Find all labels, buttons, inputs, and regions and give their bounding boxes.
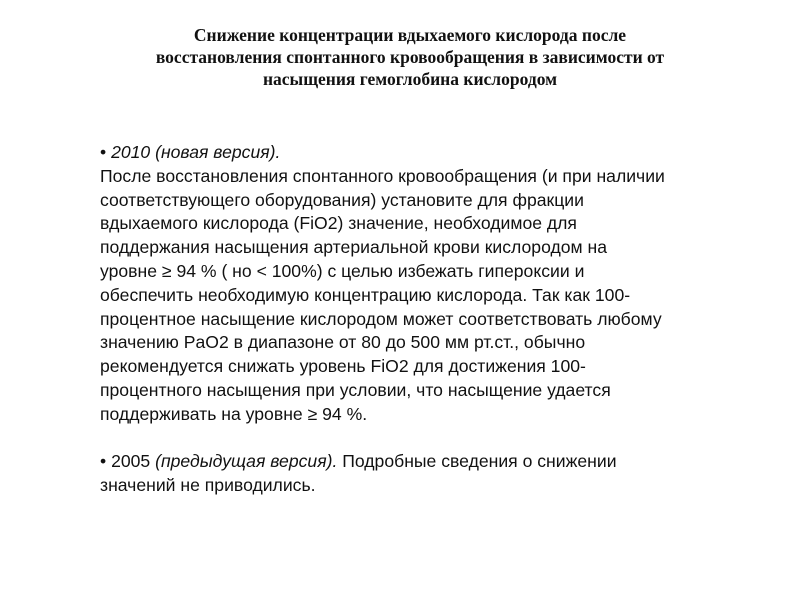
bullet-2010-line-4: поддержания насыщения артериальной крови кислородом на (100, 237, 607, 258)
slide-title (100, 24, 720, 90)
title-line-3: насыщения гемоглобина кислородом (262, 69, 558, 89)
bullet-2010-line-1: После восстановления спонтанного кровообращения (и при наличии (100, 165, 665, 186)
bullet-2005-line-1 (100, 450, 750, 474)
bullet-2005-heading: 2005 (111, 451, 151, 472)
bullet-2010-line-7: процентное насыщение кислородом может соответствовать любому (100, 308, 662, 329)
bullet-2005-heading-italic: (предыдущая версия). (155, 451, 338, 472)
bullet-marker: • (100, 142, 107, 162)
slide-body (100, 141, 750, 498)
title-line-2: восстановления спонтанного кровообращения в зависимости от (155, 47, 665, 67)
bullet-2005-text: Подробные сведения о снижении (342, 451, 617, 472)
bullet-2010-line-6: обеспечить необходимую концентрацию кислорода. Так как 100- (100, 284, 631, 305)
bullet-2010-line-2: соответствующего оборудования) установите для фракции (100, 189, 584, 210)
bullet-2010-heading-line (100, 141, 750, 165)
bullet-2010-line-5: уровне ≥ 94 % ( но < 100%) с целью избежать гипероксии и (100, 260, 585, 281)
bullet-2010-line-3: вдыхаемого кислорода (FiO2) значение, необходимое для (100, 213, 577, 234)
bullet-2010-line-8: значению PaO2 в диапазоне от 80 до 500 мм рт.ст., обычно (100, 332, 586, 353)
bullet-2005-line-2: значений не приводились. (100, 475, 316, 496)
bullet-2010-line-9: рекомендуется снижать уровень FiO2 для достижения 100- (100, 356, 586, 377)
bullet-2010-heading: 2010 (новая версия). (111, 142, 281, 162)
title-line-1: Снижение концентрации вдыхаемого кислорода после (193, 25, 627, 45)
paragraph-gap (100, 427, 750, 451)
bullet-2010-line-11: поддерживать на уровне ≥ 94 %. (100, 403, 368, 424)
bullet-marker: • (100, 451, 107, 472)
bullet-2010-line-10: процентного насыщения при условии, что насыщение удается (100, 379, 611, 400)
